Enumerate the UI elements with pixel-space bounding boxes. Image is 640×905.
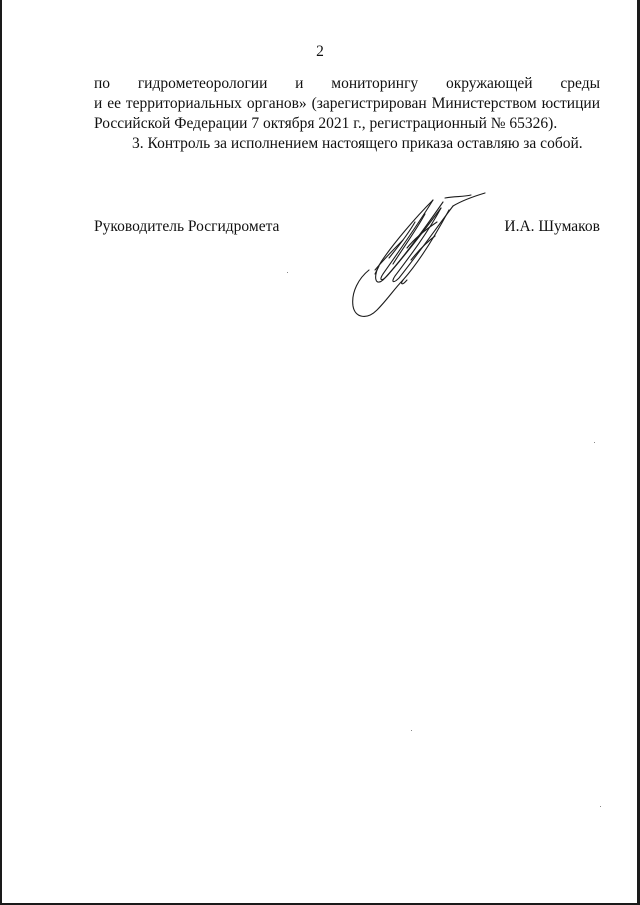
paragraph-line-3: Российской Федерации 7 октября 2021 г., регистрационный № 65326).	[94, 115, 558, 132]
signer-name: И.А. Шумаков	[504, 218, 600, 235]
body-text	[94, 74, 600, 154]
scan-speck	[411, 730, 412, 731]
page-left-edge	[0, 0, 2, 905]
scan-speck	[287, 272, 288, 273]
item-3-paragraph: 3. Контроль за исполнением настоящего приказа оставляю за собой.	[132, 135, 583, 152]
scan-speck	[600, 806, 601, 807]
page-number: 2	[316, 43, 324, 60]
paragraph-line-1: по гидрометеорологии и мониторингу окружающей среды	[94, 75, 600, 92]
signer-position: Руководитель Росгидромета	[94, 218, 280, 235]
paragraph-line-2: и ее территориальных органов» (зарегистрирован Министерством юстиции	[94, 95, 600, 112]
handwritten-signature	[345, 188, 490, 323]
scan-speck	[594, 442, 595, 443]
